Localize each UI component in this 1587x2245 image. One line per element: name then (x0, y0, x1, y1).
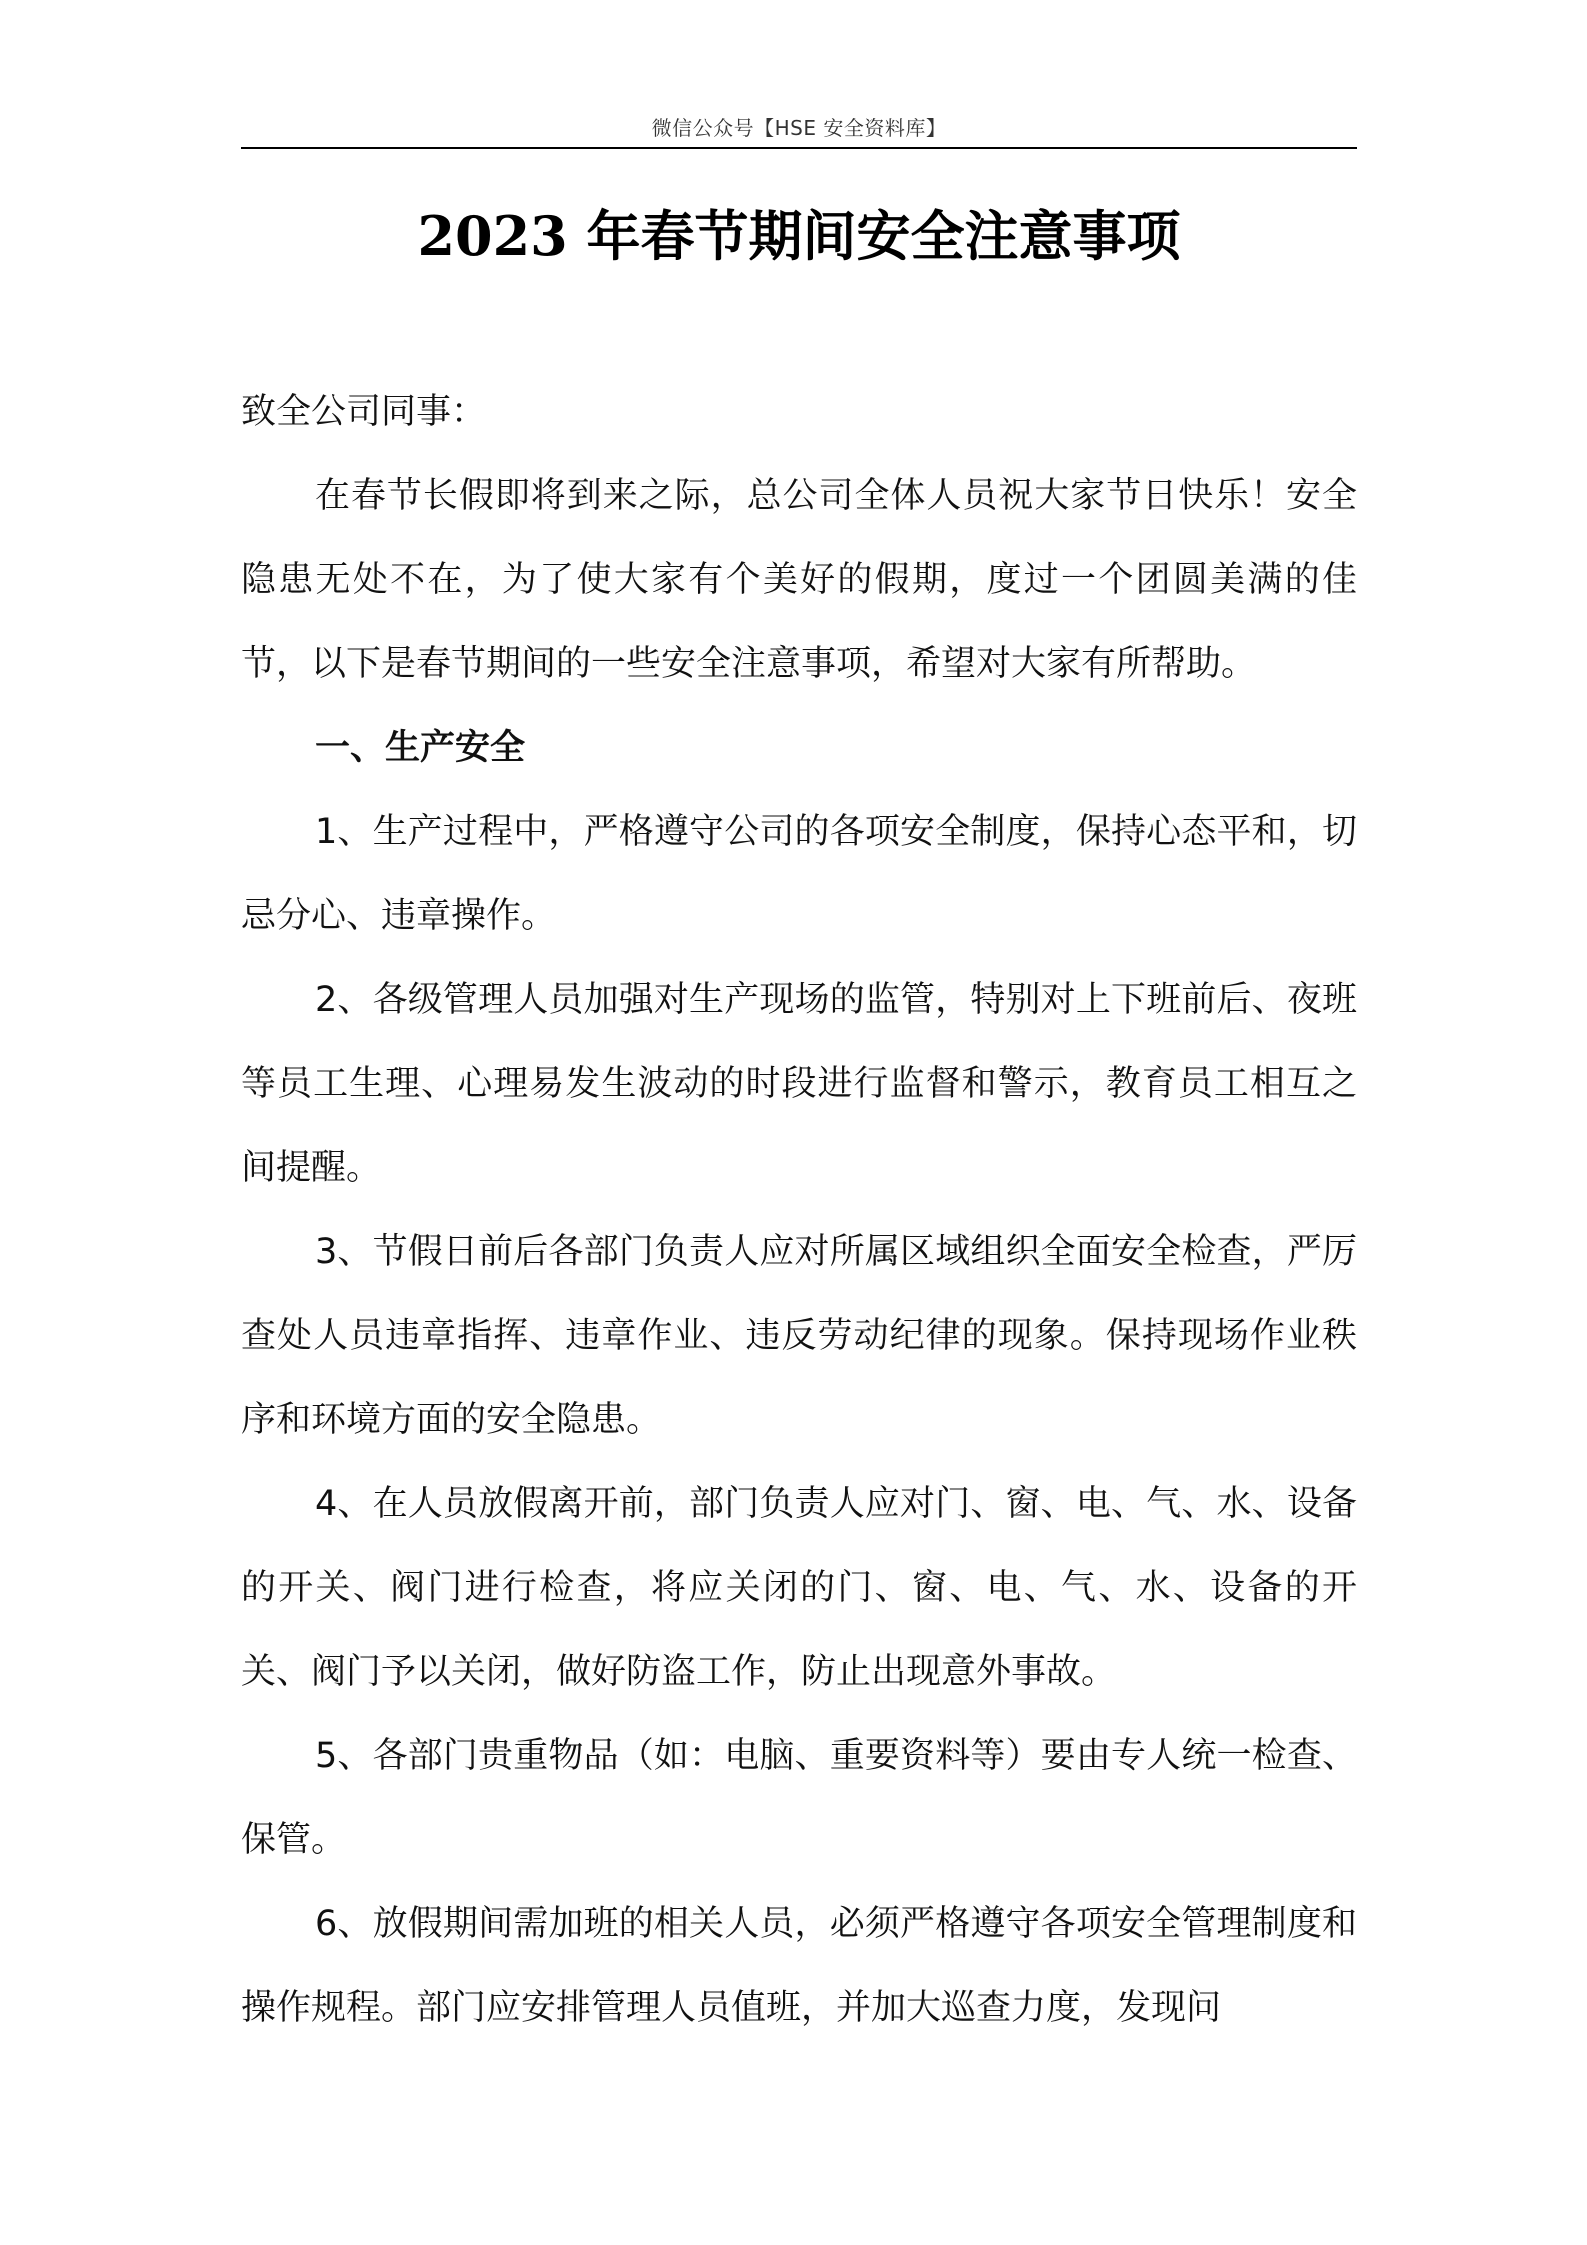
document-title: 2023 年春节期间安全注意事项 (417, 204, 1181, 268)
list-item: 2、各级管理人员加强对生产现场的监管，特别对上下班前后、夜班等员工生理、心理易发生波动的时段进行监督和警示，教育员工相互之间提醒。 (241, 980, 1357, 1188)
list-item: 6、放假期间需加班的相关人员，必须严格遵守各项安全管理制度和操作规程。部门应安排管理人员值班，并加大巡查力度，发现问 (241, 1904, 1357, 2028)
document-body (241, 370, 1357, 2050)
page-header: 微信公众号【HSE 安全资料库】 (651, 116, 947, 140)
list-item: 3、节假日前后各部门负责人应对所属区域组织全面安全检查，严厉查处人员违章指挥、违章作业、违反劳动纪律的现象。保持现场作业秩序和环境方面的安全隐患。 (241, 1232, 1357, 1440)
section-heading: 一、生产安全 (315, 728, 526, 768)
greeting: 致全公司同事： (241, 392, 487, 432)
list-item: 5、各部门贵重物品（如：电脑、重要资料等）要由专人统一检查、保管。 (241, 1736, 1357, 1860)
list-item: 1、生产过程中，严格遵守公司的各项安全制度，保持心态平和，切忌分心、违章操作。 (241, 812, 1357, 936)
header-divider (241, 147, 1357, 149)
intro-paragraph: 在春节长假即将到来之际，总公司全体人员祝大家节日快乐！安全隐患无处不在，为了使大家有个美好的假期，度过一个团圆美满的佳节，以下是春节期间的一些安全注意事项，希望对大家有所帮助。 (241, 476, 1357, 684)
list-item: 4、在人员放假离开前，部门负责人应对门、窗、电、气、水、设备的开关、阀门进行检查，将应关闭的门、窗、电、气、水、设备的开关、阀门予以关闭，做好防盗工作，防止出现意外事故。 (241, 1484, 1357, 1692)
